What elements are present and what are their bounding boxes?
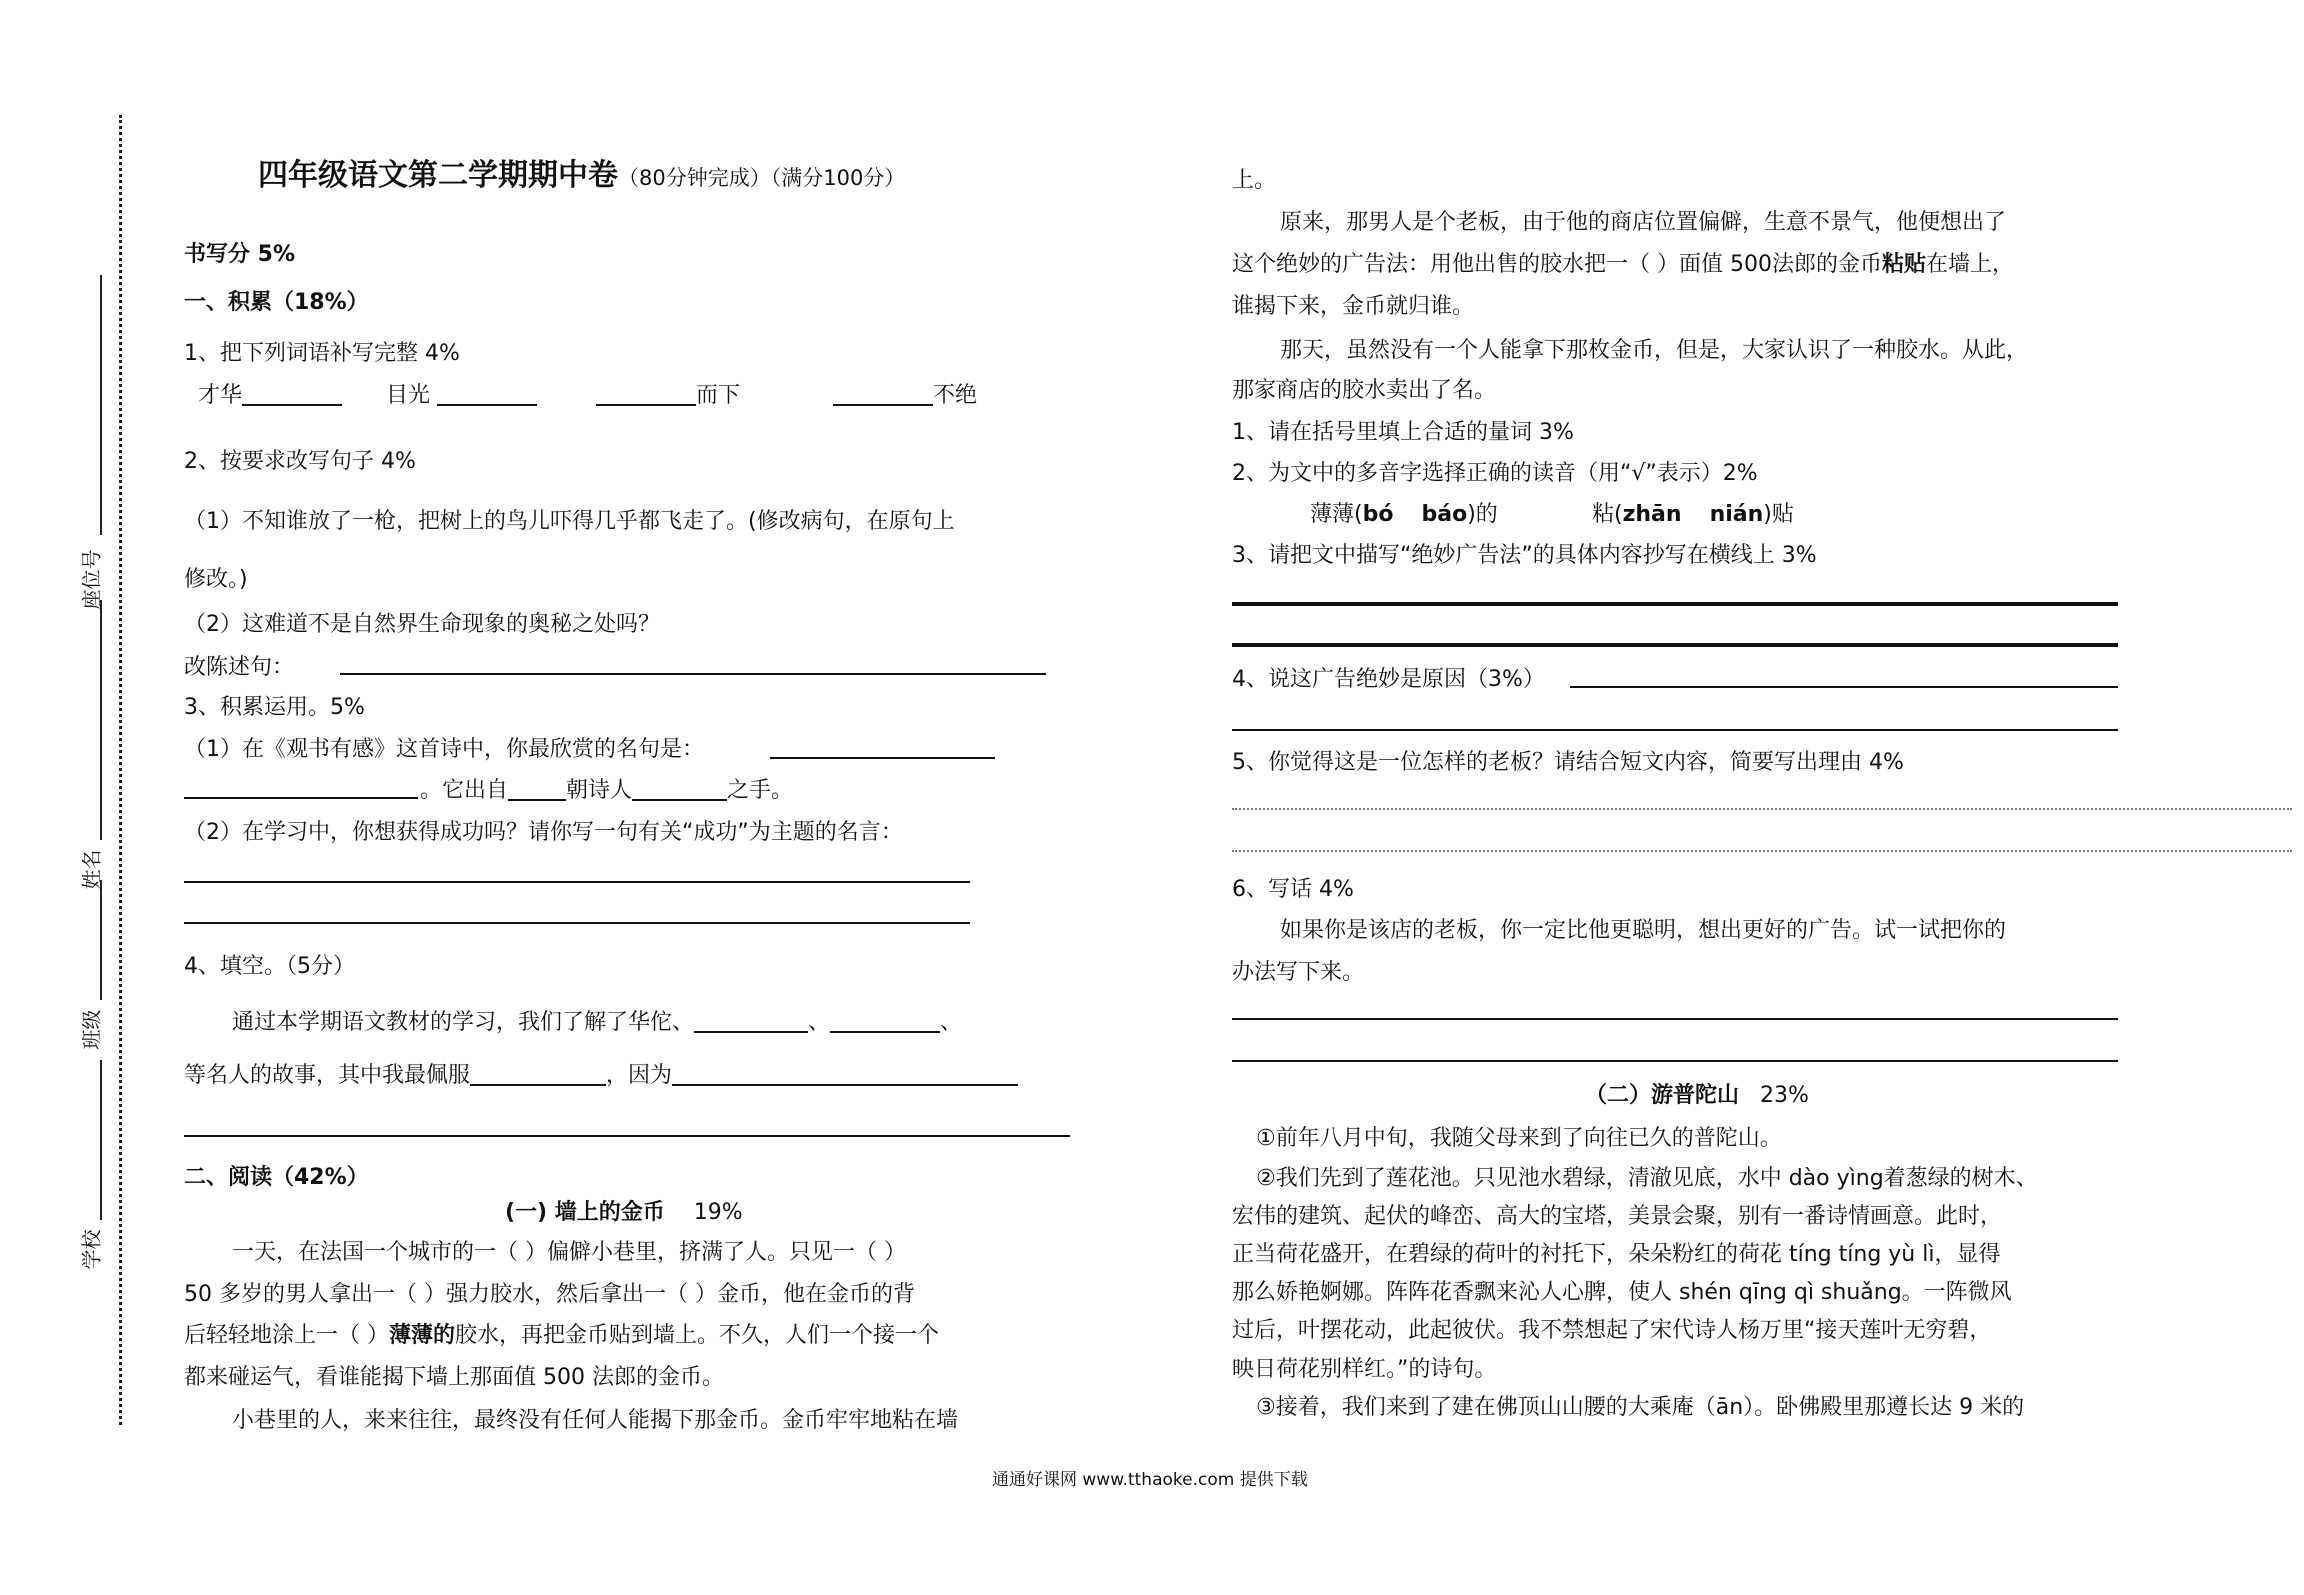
rq3-answer-line-1[interactable] xyxy=(1232,602,2118,606)
name-label: 姓名 xyxy=(79,849,104,890)
q1-label: 1、把下列词语补写完整 4% xyxy=(184,341,460,366)
passage-line-1: 一天，在法国一个城市的一（ ）偏僻小巷里，挤满了人。只见一（ ） xyxy=(232,1240,906,1265)
rq4-label: 4、说这广告绝妙是原因（3%） xyxy=(1232,667,1545,692)
q4-blank-4[interactable] xyxy=(672,1062,1018,1086)
q3-1-cont xyxy=(420,773,793,804)
rq6-prompt-b: 办法写下来。 xyxy=(1232,960,1365,985)
passage-para2-b-1: 这个绝妙的广告法：用他出售的胶水把一（ ）面值 500法郎的金币 xyxy=(1232,252,1882,277)
section-accumulation: 一、积累（18%） xyxy=(184,290,369,315)
reading-2-line-3: 宏伟的建筑、起伏的峰峦、高大的宝塔，美景会聚，别有一番诗情画意。此时， xyxy=(1232,1204,2003,1229)
section-reading: 二、阅读（42%） xyxy=(184,1165,369,1190)
q4-answer-line[interactable] xyxy=(184,1135,1070,1137)
q4-line-1-c: 、 xyxy=(940,1010,963,1035)
passage-line-4: 都来碰运气，看谁能揭下墙上那面值 500 法郎的金币。 xyxy=(184,1365,724,1390)
reading-2-line-1: ①前年八月中旬，我随父母来到了向往已久的普陀山。 xyxy=(1256,1126,1782,1151)
rq2-a-4: )的 xyxy=(1467,502,1498,527)
seat-line xyxy=(100,275,102,535)
rq6-answer-line-2[interactable] xyxy=(1232,1060,2118,1062)
rq6-answer-line-1[interactable] xyxy=(1232,1018,2118,1020)
q4-line-2-a: 等名人的故事，其中我最佩服 xyxy=(184,1063,471,1088)
q3-2-text: （2）在学习中，你想获得成功吗？请你写一句有关“成功”为主题的名言： xyxy=(184,820,903,845)
q1-blank-4[interactable] xyxy=(833,382,933,406)
q1-blank-3[interactable] xyxy=(596,382,696,406)
q1-word-3-text: 而下 xyxy=(696,383,741,408)
q2-1-text: （1）不知谁放了一枪，把树上的鸟儿吓得几乎都飞走了。(修改病句，在原句上 xyxy=(184,509,955,534)
passage-line-2: 50 多岁的男人拿出一（ ）强力胶水，然后拿出一（ ）金币，他在金币的背 xyxy=(184,1282,915,1307)
reading-1-score: 19% xyxy=(693,1200,743,1225)
rq3-answer-line-2[interactable] xyxy=(1232,643,2118,647)
reading-1-heading xyxy=(505,1195,743,1226)
rq5-answer-line-1[interactable] xyxy=(1232,808,2292,810)
passage-para3-b: 那家商店的胶水卖出了名。 xyxy=(1232,378,1497,403)
q4-blank-3[interactable] xyxy=(470,1062,606,1086)
rq2-label: 2、为文中的多音字选择正确的读音（用“√”表示）2% xyxy=(1232,461,1758,486)
rq2-option-a xyxy=(1310,497,1498,528)
title-text: 四年级语文第二学期期中卷 xyxy=(258,158,618,193)
q3-1-text: （1）在《观书有感》这首诗中，你最欣赏的名句是： xyxy=(184,737,704,762)
school-line xyxy=(100,1060,102,1220)
q4-blank-1[interactable] xyxy=(694,1009,808,1033)
reading-2-line-5: 那么娇艳婀娜。阵阵花香飘来沁人心脾，使人 shén qīng qì shuǎng。一阵微风 xyxy=(1232,1280,2012,1305)
reading-1-title: (一) 墙上的金币 xyxy=(505,1200,665,1225)
rq1-label: 1、请在括号里填上合适的量词 3% xyxy=(1232,420,1574,445)
school-label: 学校 xyxy=(79,1229,104,1270)
rq6-label: 6、写话 4% xyxy=(1232,877,1354,902)
rq2-b-option-2[interactable]: nián xyxy=(1709,502,1764,527)
passage-line-3-bold: 薄薄的 xyxy=(389,1323,456,1348)
q1-blank-1[interactable] xyxy=(242,382,342,406)
passage-para3-a: 那天，虽然没有一个人能拿下那枚金币，但是，大家认识了一种胶水。从此， xyxy=(1280,338,2029,363)
reading-2-heading xyxy=(1585,1078,1809,1109)
q2-2-answer-line[interactable] xyxy=(340,673,1046,675)
q3-1-answer-line-1[interactable] xyxy=(770,757,995,759)
reading-2-title: （二）游普陀山 xyxy=(1585,1083,1740,1108)
q3-2-answer-line-1[interactable] xyxy=(184,881,970,883)
q4-line-1-a: 通过本学期语文教材的学习，我们了解了华佗、 xyxy=(232,1010,695,1035)
reading-2-line-2: ②我们先到了莲花池。只见池水碧绿，清澈见底，水中 dào yìng着葱绿的树木、 xyxy=(1256,1166,2038,1191)
passage-line-3-b: 胶水，再把金币贴到墙上。不久，人们一个接一个 xyxy=(455,1323,940,1348)
q2-1-text-cont: 修改。) xyxy=(184,567,248,592)
class-line xyxy=(100,880,102,1000)
q3-1-answer-line-2[interactable] xyxy=(184,797,418,799)
rq2-option-b xyxy=(1592,497,1794,528)
reading-2-line-6: 过后，叶摆花动，此起彼伏。我不禁想起了宋代诗人杨万里“接天莲叶无穷碧， xyxy=(1232,1318,1992,1343)
rq4-answer-line-2[interactable] xyxy=(1232,729,2118,731)
q1-word-1 xyxy=(198,378,342,409)
q4-line-1-b: 、 xyxy=(808,1010,831,1035)
q1-word-2 xyxy=(386,378,537,409)
passage-para2-b xyxy=(1232,247,2014,278)
q2-2-prompt: 改陈述句： xyxy=(184,655,295,680)
title-subtitle: （80分钟完成）（满分100分） xyxy=(618,166,906,190)
q1-word-2-text: 目光 xyxy=(386,383,431,408)
q1-word-3 xyxy=(596,378,740,409)
q2-label: 2、按要求改写句子 4% xyxy=(184,449,416,474)
q1-word-4-text: 不绝 xyxy=(933,383,978,408)
q3-1-dynasty-blank[interactable] xyxy=(508,777,566,801)
rq2-a-option-1[interactable]: bó xyxy=(1362,502,1394,527)
passage-para2-b-3: 在墙上， xyxy=(1926,252,2015,277)
writing-score: 书写分 5% xyxy=(184,242,296,267)
class-label: 班级 xyxy=(79,1009,104,1050)
reading-2-line-4: 正当荷花盛开，在碧绿的荷叶的衬托下，朵朵粉红的荷花 tíng tíng yù lì，显得 xyxy=(1232,1242,2001,1267)
q4-line-1 xyxy=(232,1005,962,1036)
passage-line-3-a: 后轻轻地涂上一（ ） xyxy=(184,1323,389,1348)
rq2-b-4: )贴 xyxy=(1763,502,1794,527)
passage-para2-b-bold: 粘贴 xyxy=(1881,252,1926,277)
passage-line-5: 小巷里的人，来来往往，最终没有任何人能揭下那金币。金币牢牢地粘在墙 xyxy=(232,1408,959,1433)
reading-2-line-8: ③接着，我们来到了建在佛顶山山腰的大乘庵（ān）。卧佛殿里那遵长达 9 米的 xyxy=(1256,1395,2025,1420)
q1-word-1-text: 才华 xyxy=(198,383,243,408)
q1-word-4 xyxy=(833,378,977,409)
q4-line-2-b: ，因为 xyxy=(606,1063,673,1088)
reading-2-score: 23% xyxy=(1760,1083,1809,1108)
rq2-a-1: 薄薄( xyxy=(1310,502,1363,527)
q4-blank-2[interactable] xyxy=(830,1009,940,1033)
q2-2-text: （2）这难道不是自然界生命现象的奥秘之处吗？ xyxy=(184,612,660,637)
q3-1-cont-b: 朝诗人 xyxy=(566,778,633,803)
q4-label: 4、填空。（5分） xyxy=(184,954,355,979)
rq4-answer-line-1[interactable] xyxy=(1570,686,2118,688)
rq2-b-1: 粘( xyxy=(1592,502,1623,527)
q3-1-cont-c: 之手。 xyxy=(727,778,794,803)
passage-cont-1: 上。 xyxy=(1232,168,1277,193)
q1-blank-2[interactable] xyxy=(437,382,537,406)
rq3-label: 3、请把文中描写“绝妙广告法”的具体内容抄写在横线上 3% xyxy=(1232,543,1817,568)
passage-para2-a: 原来，那男人是个老板，由于他的商店位置偏僻，生意不景气，他便想出了 xyxy=(1280,210,2007,235)
binding-dotted-line xyxy=(119,115,122,1425)
rq2-b-option-1[interactable]: zhān xyxy=(1622,502,1682,527)
reading-2-line-7: 映日荷花别样红。”的诗句。 xyxy=(1232,1357,1497,1382)
rq5-answer-line-2[interactable] xyxy=(1232,850,2292,852)
seat-label: 座位号 xyxy=(79,549,104,610)
rq5-label: 5、你觉得这是一位怎样的老板？请结合短文内容，简要写出理由 4% xyxy=(1232,750,1904,775)
rq2-a-option-2[interactable]: báo xyxy=(1421,502,1468,527)
q4-line-2 xyxy=(184,1058,1018,1089)
q3-label: 3、积累运用。5% xyxy=(184,695,365,720)
rq6-prompt-a: 如果你是该店的老板，你一定比他更聪明，想出更好的广告。试一试把你的 xyxy=(1280,918,2007,943)
passage-para2-c: 谁揭下来，金币就归谁。 xyxy=(1232,294,1475,319)
footer-source: 通通好课网 www.tthaoke.com 提供下载 xyxy=(992,1470,1308,1490)
q3-1-poet-blank[interactable] xyxy=(632,777,727,801)
name-line xyxy=(100,600,102,840)
q3-2-answer-line-2[interactable] xyxy=(184,922,970,924)
page-title xyxy=(258,150,905,194)
passage-line-3 xyxy=(184,1318,939,1349)
q3-1-cont-a: 。它出自 xyxy=(420,778,509,803)
